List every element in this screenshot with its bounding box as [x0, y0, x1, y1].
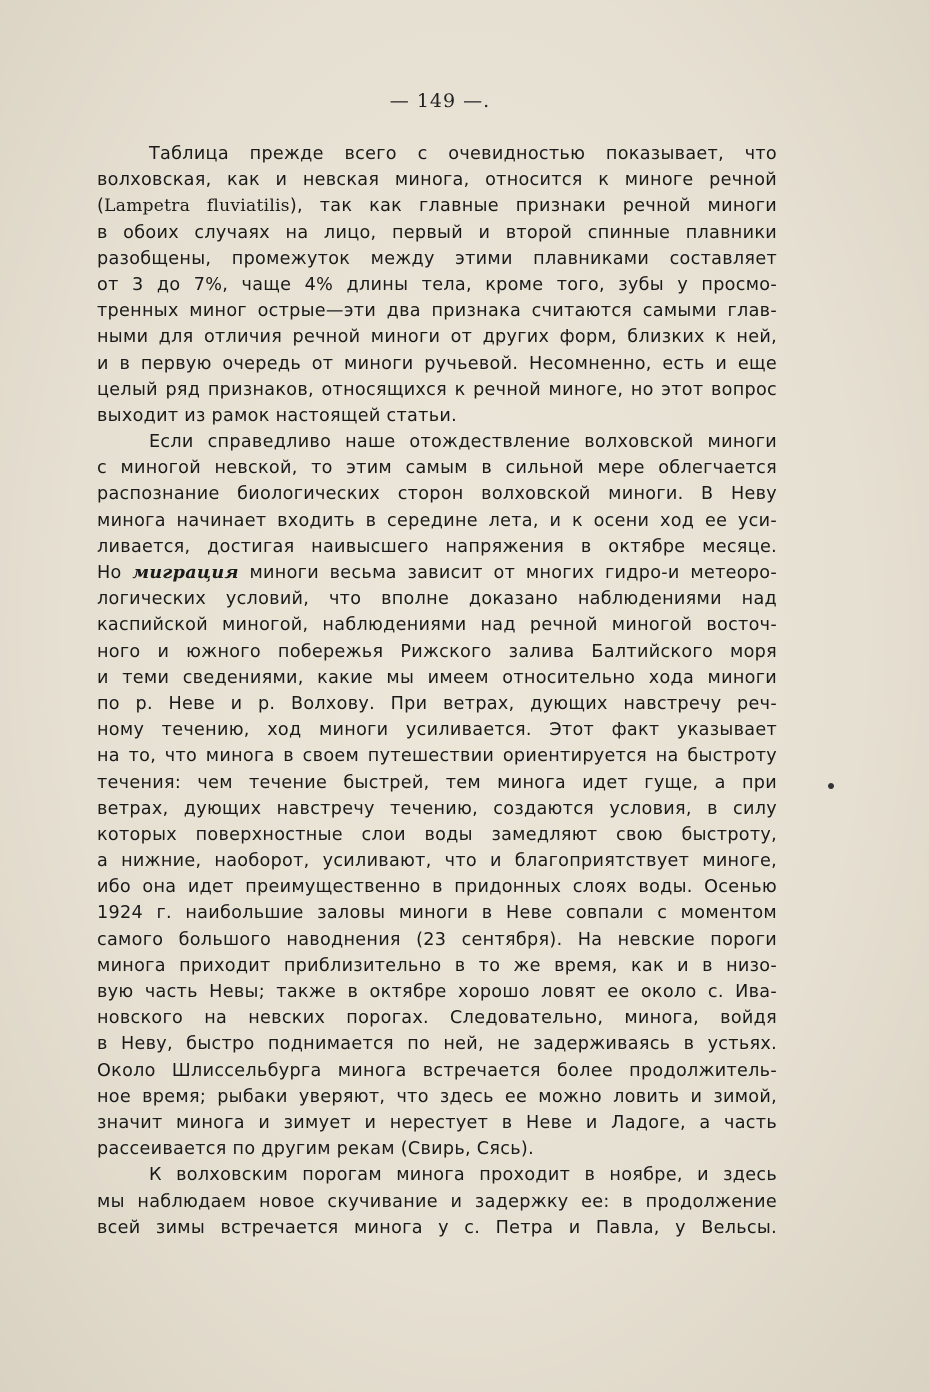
- paragraph: [97, 1162, 777, 1241]
- text-fragment: (: [97, 196, 105, 217]
- text-line: выходит из рамок настоящей статьи.: [97, 405, 457, 426]
- text-line: разобщены, промежуток между этими плавниками составляет: [97, 248, 777, 269]
- text-line: мы наблюдаем новое скучивание и задержку ее: в продолжение: [97, 1191, 777, 1212]
- text-line: а нижние, наоборот, усиливают, что и благоприятствует миноге,: [97, 851, 777, 872]
- text-line: течения: чем течение быстрей, тем минога идет гуще, а при: [97, 772, 777, 793]
- text-line: с миногой невской, то этим самым в сильной мере облегчается: [97, 458, 777, 479]
- text-line: самого большого наводнения (23 сентября). На невские пороги: [97, 929, 777, 950]
- text-line: ного и южного побережья Рижского залива Балтийского моря: [97, 641, 777, 662]
- paragraph: [97, 141, 777, 429]
- text-line: каспийской миногой, наблюдениями над речной миногой восточ-: [97, 615, 777, 636]
- text-line: и в первую очередь от миноги ручьевой. Несомненно, есть и еще: [97, 353, 777, 374]
- text-line: ными для отличия речной миноги от других форм, близких к ней,: [97, 327, 777, 348]
- text-line: [97, 193, 777, 219]
- text-line: целый ряд признаков, относящихся к речной миноге, но этот вопрос: [97, 379, 777, 400]
- text-line: ибо она идет преимущественно в придонных слоях воды. Осенью: [97, 877, 777, 898]
- emphasized-word: миграция: [132, 562, 239, 583]
- text-line: логических условий, что вполне доказано наблюдениями над: [97, 589, 777, 610]
- text-line: вую часть Невы; также в октябре хорошо ловят ее около с. Ива-: [97, 982, 777, 1002]
- text-line: ному течению, ход миноги усиливается. Этот факт указывает: [97, 720, 777, 741]
- text-line: [97, 560, 777, 586]
- latin-species-name: Lampetra fluviatilis: [104, 196, 290, 217]
- text-line: К волховским порогам минога проходит в ноябре, и здесь: [149, 1165, 777, 1186]
- text-fragment: миноги весьма зависит от многих гидро-и метеоро-: [238, 563, 777, 583]
- text-line: рассеивается по другим рекам (Свирь, Сясь).: [97, 1139, 534, 1160]
- page-number: — 149 —.: [389, 90, 491, 112]
- text-line: всей зимы встречается минога у с. Петра и Павла, у Вельсы.: [97, 1217, 777, 1238]
- text-line: значит минога и зимует и нерестует в Неве и Ладоге, а часть: [97, 1112, 777, 1133]
- text-line: на то, что минога в своем путешествии ориентируется на быстроту: [97, 746, 777, 767]
- text-fragment: Но: [97, 563, 133, 583]
- text-line: Таблица прежде всего с очевидностью показывает, что: [149, 144, 777, 164]
- text-line: в Неву, быстро поднимается по ней, не задерживаясь в устьях.: [97, 1034, 777, 1055]
- text-line: ветрах, дующих навстречу течению, создаются условия, в силу: [97, 798, 777, 819]
- paragraph: [97, 429, 777, 1162]
- ink-speck: [828, 783, 834, 789]
- text-line: и теми сведениями, какие мы имеем относительно хода миноги: [97, 667, 777, 688]
- text-line: минога начинает входить в середине лета, и к осени ход ее уси-: [97, 510, 777, 531]
- text-line: распознание биологических сторон волховской миноги. В Неву: [97, 484, 777, 505]
- text-line: Около Шлиссельбурга минога встречается более продолжитель-: [97, 1060, 777, 1081]
- text-line: Если справедливо наше отождествление волховской миноги: [149, 432, 777, 453]
- text-fragment: ), так как главные признаки речной миноги: [289, 196, 777, 217]
- text-line: ливается, достигая наивысшего напряжения в октябре месяце.: [97, 536, 777, 557]
- body-text: [97, 141, 777, 1241]
- text-line: по р. Неве и р. Волхову. При ветрах, дующих навстречу реч-: [97, 693, 777, 714]
- text-line: в обоих случаях на лицо, первый и второй спинные плавники: [97, 222, 777, 243]
- text-line: минога приходит приблизительно в то же время, как и в низо-: [97, 955, 777, 976]
- text-line: новского на невских порогах. Следовательно, минога, войдя: [97, 1008, 777, 1029]
- text-line: 1924 г. наибольшие заловы миноги в Неве совпали с моментом: [97, 903, 777, 924]
- text-line: которых поверхностные слои воды замедляют свою быстроту,: [97, 824, 777, 845]
- text-line: тренных миног острые—эти два признака считаются самыми глав-: [97, 301, 777, 322]
- text-line: ное время; рыбаки уверяют, что здесь ее можно ловить и зимой,: [97, 1086, 777, 1107]
- text-line: от 3 до 7%, чаще 4% длины тела, кроме того, зубы у просмо-: [97, 274, 777, 295]
- text-line: волховская, как и невская минога, относится к миноге речной: [97, 170, 777, 191]
